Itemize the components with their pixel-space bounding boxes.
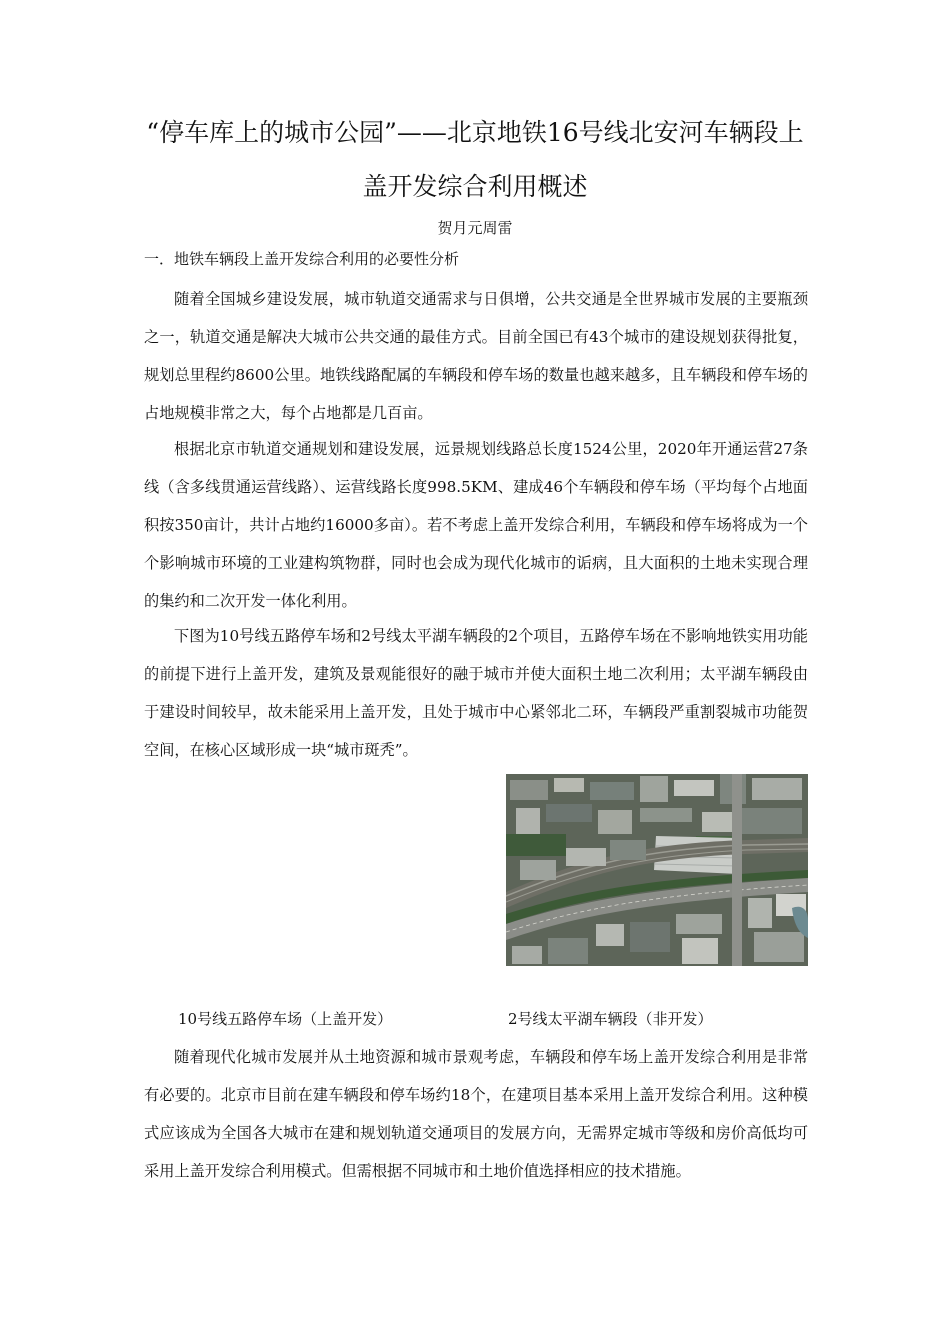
paragraph-3: 下图为10号线五路停车场和2号线太平湖车辆段的2个项目，五路停车场在不影响地铁实用功能的前提下进行上盖开发，建筑及景观能很好的融于城市并使大面积土地二次利用；太平湖车辆段由于建设时间较早，故未能采用上盖开发，且处于城市中心紧邻北二环，车辆段严重割裂城市功能贺空间，在核心区域形成一块“城市斑秃”。 [144,627,808,759]
section-heading: 一．地铁车辆段上盖开发综合利用的必要性分析 [144,250,460,268]
caption-wulu-parking: 10号线五路停车场（上盖开发） [178,1010,393,1028]
paragraph-1: 随着全国城乡建设发展，城市轨道交通需求与日俱增，公共交通是全世界城市发展的主要瓶颈之一，轨道交通是解决大城市公共交通的最佳方式。目前全国已有43个城市的建设规划获得批复，规划总里程约8600公里。地铁线路配属的车辆段和停车场的数量也越来越多，且车辆段和停车场的占地规模非常之大，每个占地都是几百亩。 [144,290,808,422]
paragraph-2: 根据北京市轨道交通规划和建设发展，远景规划线路总长度1524公里，2020年开通运营27条线（含多线贯通运营线路）、运营线路长度998.5KM、建成46个车辆段和停车场（平均每个占地面积按350亩计，共计占地约16000多亩）。若不考虑上盖开发综合利用，车辆段和停车场将成为一个个影响城市环境的工业建构筑物群，同时也会成为现代化城市的诟病，且大面积的土地未实现合理的集约和二次开发一体化利用。 [144,440,808,610]
authors: 贺月元周雷 [437,219,513,237]
document-title-line-2: 盖开发综合利用概述 [362,172,588,201]
aerial-photo-taipinghu-depot [506,774,808,966]
paragraph-4: 随着现代化城市发展并从土地资源和城市景观考虑，车辆段和停车场上盖开发综合利用是非常有必要的。北京市目前在建车辆段和停车场约18个，在建项目基本采用上盖开发综合利用。这种模式应该成为全国各大城市在建和规划轨道交通项目的发展方向，无需界定城市等级和房价高低均可采用上盖开发综合利用模式。但需根据不同城市和土地价值选择相应的技术措施。 [144,1048,808,1180]
document-title-line-1: “停车库上的城市公园”——北京地铁16号线北安河车辆段上 [146,118,804,147]
caption-taipinghu-depot: 2号线太平湖车辆段（非开发） [508,1010,713,1028]
